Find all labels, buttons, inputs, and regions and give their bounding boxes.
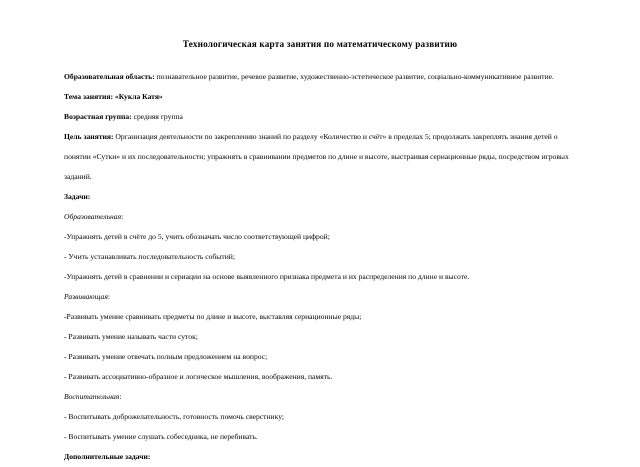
tasks-heading: Задачи: <box>64 192 91 201</box>
field-lesson-goal-value: Организация деятельности по закреплению знаний по разделу «Количество и счёт» в пределах 5; продолжать закреплять знания детей о понятии «Сутки» и их последовательности; упражнять в сравнивании предметов по длине и высоте, выстраивая сериационные ряды, посредством игровых заданий. <box>64 132 569 181</box>
field-lesson-topic <box>64 87 576 107</box>
list-item: - Развивать умение называть части суток; <box>64 332 198 341</box>
page-title: Технологическая карта занятия по математическому развитию <box>182 39 458 49</box>
additional-tasks-heading: Дополнительные задачи: <box>64 452 151 461</box>
list-item: - Воспитывать доброжелательность, готовность помочь сверстнику; <box>64 412 284 421</box>
field-educational-area-label: Образовательная область: <box>64 72 155 81</box>
list-item: -Упражнять детей в сравнении и сериации на основе выявленного признака предмета и их распределения по длине и высоте. <box>64 272 470 281</box>
task-group-heading-developmental-text: Развивающая <box>64 292 108 301</box>
list-item: -Упражнять детей в счёте до 5, учить обозначать число соответствующей цифрой; <box>64 232 330 241</box>
list-item: - Развивать умение отвечать полным предложением на вопрос; <box>64 352 268 361</box>
task-group-heading-educational-suffix: : <box>121 212 124 221</box>
task-group-heading-developmental <box>64 287 576 307</box>
field-age-group-value: средняя группа <box>131 112 183 121</box>
task-group-heading-developmental-suffix: : <box>107 292 110 301</box>
task-group-heading-educational <box>64 207 576 227</box>
field-lesson-topic-label: Тема занятия: «Кукла Катя» <box>64 92 163 101</box>
field-age-group-label: Возрастная группа: <box>64 112 132 121</box>
list-item: - Воспитывать умение слушать собеседника, не перебивать. <box>64 432 258 441</box>
field-age-group <box>64 107 576 127</box>
field-educational-area-value: познавательное развитие, речевое развитие, художественно-эстетическое развитие, социально-коммуникативное развитие. <box>154 72 554 81</box>
task-group-heading-educational-text: Образовательная <box>64 212 122 221</box>
task-group-heading-upbringing-suffix: : <box>119 392 122 401</box>
list-item: - Развивать ассоциативно-образное и логическое мышления, воображения, память. <box>64 372 333 381</box>
list-item: - Учить устанавливать последовательность событий; <box>64 252 235 261</box>
task-group-heading-upbringing-text: Воспитательная <box>64 392 120 401</box>
field-lesson-goal-label: Цель занятия: <box>64 132 114 141</box>
list-item: -Развивать умение сравнивать предметы по длине и высоте, выставляя сериационные ряды; <box>64 312 362 321</box>
field-educational-area <box>64 67 576 87</box>
field-lesson-goal <box>64 127 576 187</box>
task-group-heading-upbringing <box>64 387 576 407</box>
